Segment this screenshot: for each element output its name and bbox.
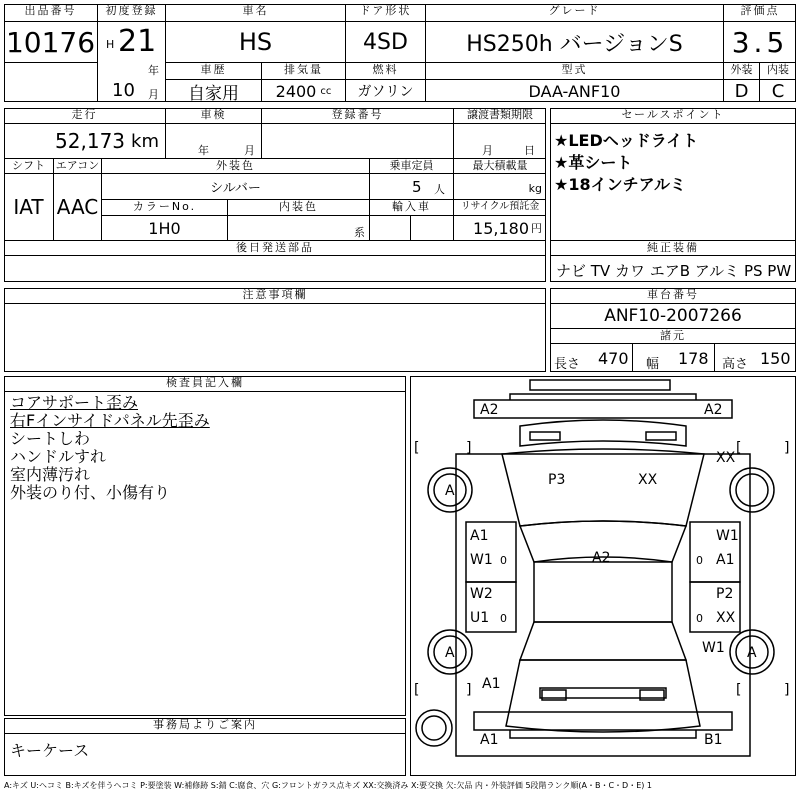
- r-door-3-code: P2: [716, 586, 734, 602]
- color-label: 外装色: [102, 158, 370, 174]
- mileage: 52,173: [55, 129, 126, 153]
- office-label: 事務局よりご案内: [4, 718, 406, 734]
- insp-year-unit: 年: [198, 144, 209, 157]
- bracket-rr-open: [: [736, 682, 742, 698]
- displacement-label: 排気量: [262, 62, 346, 80]
- front-right-code: A2: [704, 402, 723, 418]
- door-label: ドア形状: [346, 4, 426, 22]
- mileage-unit: km: [131, 130, 159, 152]
- transfer-month-unit: 月: [482, 144, 493, 157]
- history: 自家用: [166, 80, 262, 102]
- l-door-3-code: W2: [470, 586, 493, 602]
- l-door-2-zero: 0: [500, 554, 507, 567]
- fuel-label: 燃料: [346, 62, 426, 80]
- rear-right-code: B1: [704, 732, 723, 748]
- ext-label: 外装: [724, 62, 760, 80]
- inspector-line-3: シートしわ: [10, 429, 91, 448]
- equipment-label: 純正装備: [550, 240, 796, 256]
- hood: [502, 449, 704, 526]
- dims-label: 諸元: [550, 328, 796, 344]
- inspector-line-2: 右Fインサイドパネル先歪み: [10, 411, 210, 430]
- recycle-label: リサイクル預託金: [454, 200, 546, 216]
- car-name-label: 車名: [166, 4, 346, 22]
- r-door-4-zero: 0: [696, 612, 703, 625]
- reg-divider: [98, 22, 166, 102]
- intcolor-unit: 系: [354, 226, 365, 239]
- recycle: 15,180: [473, 218, 529, 238]
- bracket-fl-close: ]: [466, 440, 472, 456]
- inspector-line-1: コアサポート歪み: [10, 393, 139, 412]
- front-plate: [530, 380, 670, 390]
- l-door-1-code: A1: [470, 528, 489, 544]
- ext-score: D: [724, 80, 760, 102]
- mileage-label: 走行: [4, 108, 166, 124]
- car-diagram: [410, 376, 796, 776]
- r-rear-fender-code: W1: [702, 640, 725, 656]
- ac: AAC: [54, 174, 102, 240]
- trunk: [506, 660, 700, 732]
- shift-label: シフト: [4, 158, 54, 174]
- front-left-code: A2: [480, 402, 499, 418]
- score: 3.5: [731, 25, 789, 59]
- displacement-cell: [262, 80, 346, 102]
- colorno: 1H0: [102, 216, 228, 240]
- recycle-cell: [454, 216, 546, 240]
- sales-item-1: ★LEDヘッドライト: [554, 131, 699, 150]
- int-label: 内装: [760, 62, 796, 80]
- later-parts-label: 後日発送部品: [4, 240, 546, 256]
- length-label: 長さ: [554, 357, 581, 372]
- recycle-unit: 円: [531, 222, 542, 235]
- inspector-line-4: ハンドルすれ: [10, 447, 107, 466]
- height-label: 高さ: [722, 357, 749, 372]
- load-label: 最大積載量: [454, 158, 546, 174]
- front-lights: [520, 420, 686, 446]
- inspector-notes: [10, 394, 210, 502]
- bracket-fl-open: [: [414, 440, 420, 456]
- bracket-fr-open: [: [736, 440, 742, 456]
- tire-rr-code: A: [747, 645, 757, 661]
- rear-left-code: A1: [480, 732, 499, 748]
- length: 470: [598, 349, 629, 368]
- tire-fr-code: XX: [716, 450, 736, 466]
- fuel: ガソリン: [346, 80, 426, 102]
- inspection-cell: [166, 124, 262, 158]
- equipment-value: ナビ TV カワ エアB アルミ PS PW: [556, 261, 792, 280]
- intcolor-label: 内装色: [228, 200, 370, 216]
- displacement: 2400: [275, 81, 317, 101]
- r-door-2-code: A1: [716, 552, 735, 568]
- l-rear-fender-code: A1: [482, 676, 501, 692]
- grade: HS250h バージョンS: [426, 22, 724, 62]
- lot-label: 出品番号: [4, 4, 98, 22]
- notes-label: 注意事項欄: [4, 288, 546, 304]
- load-cell: [454, 174, 546, 200]
- r-door-4-code: XX: [716, 610, 736, 626]
- reg-year-unit: 年: [148, 64, 159, 77]
- capacity-cell: [370, 174, 454, 200]
- car-name: HS: [166, 22, 346, 62]
- bracket-rr-close: ]: [784, 682, 790, 698]
- shift: IAT: [4, 174, 54, 240]
- r-door-1-code: W1: [716, 528, 739, 544]
- ac-label: エアコン: [54, 158, 102, 174]
- door-type: 4SD: [346, 22, 426, 62]
- office-value: キーケース: [10, 741, 90, 760]
- reg-month: 10: [112, 80, 135, 101]
- l-door-2-code: W1: [470, 552, 493, 568]
- lot-blank: [4, 62, 98, 102]
- roof-code: A2: [592, 550, 611, 566]
- chassis-label: 車台番号: [550, 288, 796, 304]
- mileage-cell: [4, 124, 166, 158]
- inspector-line-6: 外装のり付、小傷有り: [10, 483, 171, 502]
- l-door-4-zero: 0: [500, 612, 507, 625]
- dims-row: [550, 344, 796, 372]
- reg-month-unit: 月: [148, 88, 159, 101]
- l-door-4-code: U1: [470, 610, 490, 626]
- transfer-label: 譲渡書類期限: [454, 108, 546, 124]
- regno-label: 登録番号: [262, 108, 454, 124]
- legend: A:キズ U:ヘコミ B:キズを伴うヘコミ P:要塗装 W:補修跡 S:錆 C:腐食、穴 G:フロントガラス点キズ XX:交換済み X:要交換 欠:欠品 内・外装評価 5段階ランク順(A・B・C・D・E) 1: [4, 781, 653, 790]
- inspector-label: 検査員記入欄: [4, 376, 406, 392]
- tire-fl-code: A: [445, 483, 455, 499]
- bracket-rl-close: ]: [466, 682, 472, 698]
- intcolor-cell: [228, 216, 370, 240]
- width: 178: [678, 349, 709, 368]
- insp-month-unit: 月: [244, 144, 255, 157]
- history-label: 車歴: [166, 62, 262, 80]
- transfer-cell: [454, 124, 546, 158]
- sales-label: セールスポイント: [550, 108, 796, 124]
- bracket-rl-open: [: [414, 682, 420, 698]
- width-label: 幅: [646, 357, 660, 372]
- capacity: 5: [412, 178, 422, 196]
- model: DAA-ANF10: [426, 80, 724, 102]
- capacity-label: 乗車定員: [370, 158, 454, 174]
- grade-label: グレード: [426, 4, 724, 22]
- sales-item-3: ★18インチアルミ: [554, 175, 686, 194]
- lot-number: 10176: [4, 22, 98, 62]
- color: シルバー: [102, 174, 370, 200]
- score-label: 評価点: [724, 4, 796, 22]
- capacity-unit: 人: [434, 183, 445, 196]
- hood-left-code: P3: [548, 472, 566, 488]
- bracket-fr-close: ]: [784, 440, 790, 456]
- tire-rl-code: A: [445, 645, 455, 661]
- colorno-label: カラーNo.: [102, 200, 228, 216]
- era: H: [106, 38, 115, 51]
- r-door-2-zero: 0: [696, 554, 703, 567]
- displacement-unit: cc: [320, 85, 332, 97]
- inspection-label: 車検: [166, 108, 262, 124]
- import-label: 輸入車: [370, 200, 454, 216]
- front-bumper: [474, 400, 732, 418]
- inspector-line-5: 室内薄汚れ: [10, 465, 91, 484]
- model-label: 型式: [426, 62, 724, 80]
- import-cell: [370, 216, 454, 240]
- reg-year: 21: [118, 24, 157, 59]
- hood-right-code: XX: [638, 472, 658, 488]
- sales-item-2: ★革シート: [554, 153, 633, 172]
- int-score: C: [771, 80, 785, 102]
- rear-window: [520, 622, 686, 660]
- height: 150: [760, 349, 791, 368]
- body-outline: [456, 454, 750, 756]
- roof-panel: [534, 562, 672, 622]
- first-reg-label: 初度登録: [98, 4, 166, 22]
- load-unit: kg: [528, 182, 542, 195]
- regno-cell: [262, 124, 454, 158]
- transfer-day-unit: 日: [524, 144, 535, 157]
- chassis-number: ANF10-2007266: [604, 306, 742, 326]
